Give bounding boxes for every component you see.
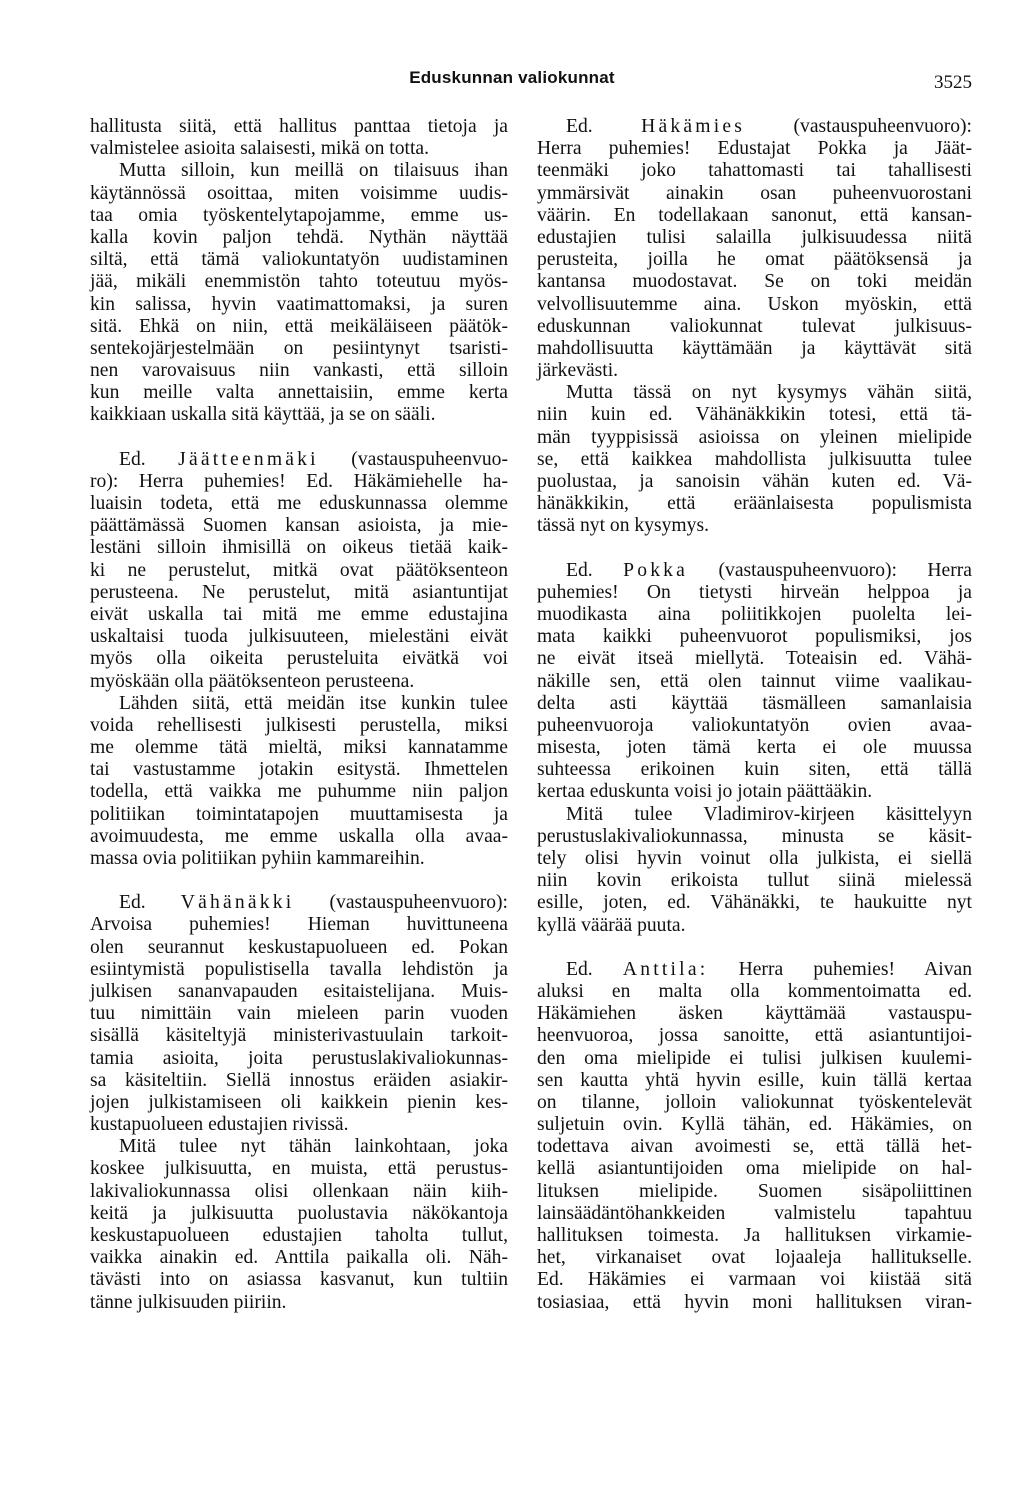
speaker-name: Anttila: [622, 958, 709, 980]
text-line: sa käsiteltiin. Siellä innostus eräiden asiakir- [90, 1069, 508, 1091]
speaker-prefix: Ed. [566, 116, 593, 137]
speech-anttila [537, 959, 972, 1314]
text-line: perusteena. Ne perustelut, mitä asiantuntijat [90, 581, 508, 603]
text-line: siltä, että tämä valiokuntatyön uudistaminen [90, 249, 508, 271]
text-line: het, virkanaiset ovat lojaaleja hallitukselle. [537, 1247, 972, 1269]
text-line: suljetuin ovin. Kyllä tähän, ed. Häkämies, on [537, 1114, 972, 1136]
text-line: Herra puhemies! Edustajat Pokka ja Jäät- [537, 138, 972, 160]
speaker-name: Jäätteenmäki [178, 448, 319, 470]
text-line: todettava aivan avoimesti se, että tällä het- [537, 1136, 972, 1158]
left-column [90, 116, 508, 1314]
text-line: kun meille valta annettaisiin, emme kerta [90, 382, 508, 404]
paragraph [90, 1136, 508, 1314]
text-line: sen kautta yhtä hyvin esille, kuin tällä kertaa [537, 1069, 972, 1091]
text-line: lestäni silloin ihmisillä on oikeus tietää kaik- [90, 537, 508, 559]
text-line: keitä ja julkisuutta puolustavia näkökantoja [90, 1202, 508, 1224]
speech-first-line [537, 116, 972, 138]
speech-hakamies [537, 116, 972, 382]
text-line: on tilanne, jolloin valiokunnat työskentelevät [537, 1091, 972, 1113]
text-line: uskaltaisi tuoda julkisuuteen, mielestäni eivät [90, 626, 508, 648]
text-line: tosiasiaa, että hyvin moni hallituksen viran- [537, 1291, 972, 1313]
text-line: Mitä tulee nyt tähän lainkohtaan, joka [119, 1136, 508, 1158]
text-line: tänne julkisuuden piiriin. [90, 1291, 287, 1313]
speech-first-line [537, 959, 972, 981]
speech-first-line [537, 560, 972, 582]
text-line: me olemme tätä mieltä, miksi kannatamme [90, 737, 508, 759]
text-line: sentekojärjestelmään on pesiintynyt tsaristi- [90, 337, 508, 359]
text-line: Häkämiehen äsken käyttämää vastauspu- [537, 1003, 972, 1025]
speaker-prefix: Ed. [119, 892, 146, 914]
text-line: luaisin todeta, että me eduskunnassa olemme [90, 493, 508, 514]
speech-first-rest: (vastauspuheenvuoro): Herra [718, 559, 972, 581]
text-line: väärin. En todellakaan sanonut, että kansan- [537, 204, 972, 226]
paragraph [90, 693, 508, 871]
text-line: Mitä tulee Vladimirov-kirjeen käsittelyyn [566, 803, 972, 825]
text-line: lituksen mielipide. Suomen sisäpoliittinen [537, 1180, 972, 1202]
text-line: edustajien tulisi salailla julkisuudessa niitä [537, 226, 972, 248]
text-line: kantansa muodostavat. Se on toki meidän [537, 271, 972, 293]
text-line: jojen julkistamiseen oli kaikkein pienin kes- [90, 1091, 508, 1113]
text-line: niin kuin ed. Vähänäkkikin totesi, että tä- [537, 404, 972, 426]
speech-first-rest: Herra puhemies! Aivan [738, 958, 973, 980]
text-line: olen seurannut keskustapuolueen ed. Pokan [90, 936, 508, 958]
text-line: kustapuolueen edustajien rivissä. [90, 1114, 349, 1136]
text-line: se, että kaikkea mahdollista julkisuutta tulee [537, 448, 972, 470]
text-line: eduskunnan valiokunnat tulevat julkisuus- [537, 315, 972, 337]
text-line: myös olla oikeita perusteluita eivätkä voi [90, 648, 508, 670]
text-line: kaikkiaan uskalla sitä käyttää, ja se on sääli. [90, 404, 436, 426]
text-line: tävästi into on asiassa kasvanut, kun tultiin [90, 1269, 508, 1291]
text-line: hallitusta siitä, että hallitus panttaa tietoja ja [90, 116, 508, 137]
text-line: puolustaa, ja sanoisin vähän kuten ed. Vä- [537, 471, 972, 492]
text-line: valmistelee asioita salaisesti, mikä on totta. [90, 138, 429, 160]
text-line: käytännössä osoittaa, miten voisimme uudis- [90, 182, 508, 204]
text-line: taa omia työskentelytapojamme, emme us- [90, 204, 508, 226]
text-line: heenvuoroa, jossa sanoitte, että asiantuntijoi- [537, 1025, 972, 1047]
right-column [537, 116, 972, 1314]
text-line: päättämässä Suomen kansan asioista, ja mie- [90, 515, 508, 537]
text-line: näkille sen, että olen tainnut viime vaalikau- [537, 670, 972, 692]
text-line: mahdollisuutta käyttämään ja käyttävät sitä [537, 337, 972, 359]
text-line: kalla kovin paljon tehdä. Nythän näyttää [90, 226, 508, 248]
text-line: Mutta silloin, kun meillä on tilaisuus ihan [119, 160, 508, 182]
text-line: tely olisi hyvin voinut olla julkista, ei siellä [537, 848, 972, 869]
text-line: kellä asiantuntijoiden oma mielipide on hal- [537, 1158, 972, 1180]
text-line: tai vastustamme jotakin esitystä. Ihmettelen [90, 759, 508, 781]
text-line: lainsäädäntöhankkeiden valmistelu tapahtuu [537, 1202, 972, 1224]
paragraph [90, 160, 508, 426]
speech-vahanakki [90, 892, 508, 1136]
text-line: keskustapuolueen edustajien taholta tullut, [90, 1225, 508, 1246]
text-line: todella, että vaikka me puhumme niin paljon [90, 781, 508, 803]
paragraph-opening [90, 116, 508, 160]
running-header-title: Eduskunnan valiokunnat [409, 68, 615, 87]
text-line: kertaa eduskunta voisi jo jotain päättääkin. [537, 781, 873, 803]
page-number: 3525 [934, 72, 972, 93]
speech-first-rest: (vastauspuheenvuoro): [793, 116, 972, 137]
paragraph [537, 382, 972, 537]
text-line: misesta, joten tämä kerta ei ole muussa [537, 737, 972, 759]
text-line: muodikasta aina poliitikkojen puolelta lei- [537, 603, 972, 625]
text-line: perustuslakivaliokunnassa, minusta se käsit- [537, 825, 972, 847]
text-line: esiintymistä populistisella tavalla lehdistön ja [90, 958, 508, 980]
text-line: den oma mielipide ei tulisi julkisen kuulemi- [537, 1047, 972, 1069]
text-line: massa ovia politiikan pyhiin kammareihin. [90, 848, 425, 869]
text-line: kyllä väärää puuta. [537, 914, 686, 936]
speaker-prefix: Ed. [566, 958, 593, 980]
text-line: ro): Herra puhemies! Ed. Häkämiehelle ha- [90, 470, 508, 492]
text-line: hänäkkikin, että eräänlaisesta populismista [537, 493, 972, 515]
text-line: myöskään olla päätöksenteon perusteena. [90, 670, 415, 692]
text-line: Ed. Häkämies ei varmaan voi kiistää sitä [537, 1269, 972, 1291]
speech-first-rest: (vastauspuheenvuo- [351, 448, 508, 470]
text-line: puheenvuoroja valiokuntatyön ovien avaa- [537, 714, 972, 736]
text-line: nen varovaisuus niin vankasti, että silloin [90, 360, 508, 382]
text-line: sisällä käsiteltyjä ministerivastuulain tarkoit- [90, 1025, 508, 1047]
speech-first-line [90, 449, 508, 471]
speaker-prefix: Ed. [566, 559, 593, 581]
speech-first-rest: (vastauspuheenvuoro): [329, 892, 508, 914]
paragraph [537, 804, 972, 937]
text-line: niin kovin erikoista tullut siinä mielessä [537, 870, 972, 892]
text-line: tässä nyt on kysymys. [537, 515, 709, 537]
text-line: vaikka ainakin ed. Anttila paikalla oli. Näh- [90, 1247, 508, 1269]
speech-pokka [537, 560, 972, 804]
text-line: jää, mikäli enemmistön tahto toteutuu myös- [90, 271, 508, 293]
speaker-name: Häkämies [641, 116, 746, 137]
text-line: tamia asioita, joita perustuslakivaliokunnas- [90, 1047, 508, 1069]
text-line: Arvoisa puhemies! Hieman huvittuneena [90, 914, 508, 936]
text-line: ne eivät itseä miellytä. Toteaisin ed. Vähä- [537, 648, 972, 670]
text-line: avoimuudesta, me emme uskalla olla avaa- [90, 825, 508, 847]
text-line: lakivaliokunnassa olisi ollenkaan näin kiih- [90, 1180, 508, 1202]
text-line: Lähden siitä, että meidän itse kunkin tulee [119, 692, 508, 714]
text-line: puhemies! On tietysti hirveän helppoa ja [537, 581, 972, 603]
text-line: kin salissa, hyvin vaatimattomaksi, ja suren [90, 293, 508, 315]
text-line: tuu nimittäin vain mieleen parin vuoden [90, 1003, 508, 1025]
text-line: hallituksen toimesta. Ja hallituksen virkamie- [537, 1225, 972, 1246]
text-line: aluksi en malta olla kommentoimatta ed. [537, 980, 972, 1002]
speaker-name: Pokka [623, 559, 689, 581]
text-line: mata kaikki puheenvuorot populismiksi, jos [537, 626, 972, 648]
text-line: perusteita, joilla he omat päätöksensä ja [537, 249, 972, 271]
text-line: julkisen sananvapauden esitaistelijana. Muis- [90, 980, 508, 1002]
text-line: ki ne perustelut, mitkä ovat päätöksenteon [90, 559, 508, 581]
speaker-name: Vähänäkki [180, 892, 295, 914]
text-line: politiikan toimintatapojen muuttamisesta ja [90, 803, 508, 825]
text-line: järkevästi. [537, 360, 619, 382]
text-line: män tyyppisissä asioissa on yleinen mielipide [537, 426, 972, 448]
text-line: teenmäki joko tahattomasti tai tahallisesti [537, 160, 972, 182]
text-line: voida rehellisesti julkisesti perustella, miksi [90, 714, 508, 736]
text-line: koskee julkisuutta, en muista, että perustus- [90, 1158, 508, 1180]
speech-first-line [90, 892, 508, 914]
text-line: eivät uskalla tai mitä me emme edustajina [90, 603, 508, 625]
speaker-prefix: Ed. [119, 448, 146, 470]
text-line: velvollisuutemme aina. Uskon myöskin, että [537, 293, 972, 315]
text-line: Mutta tässä on nyt kysymys vähän siitä, [566, 382, 972, 404]
text-line: esille, joten, ed. Vähänäkki, te haukuitte nyt [537, 892, 972, 914]
text-line: delta asti käyttää täsmälleen samanlaisia [537, 692, 972, 714]
text-line: suhteessa erikoinen kuin siten, että tällä [537, 759, 972, 781]
text-line: ymmärsivät ainakin osan puheenvuorostani [537, 182, 972, 204]
text-line: sitä. Ehkä on niin, että meikäläiseen päätök- [90, 315, 508, 337]
speech-jaatteenmaki [90, 449, 508, 693]
